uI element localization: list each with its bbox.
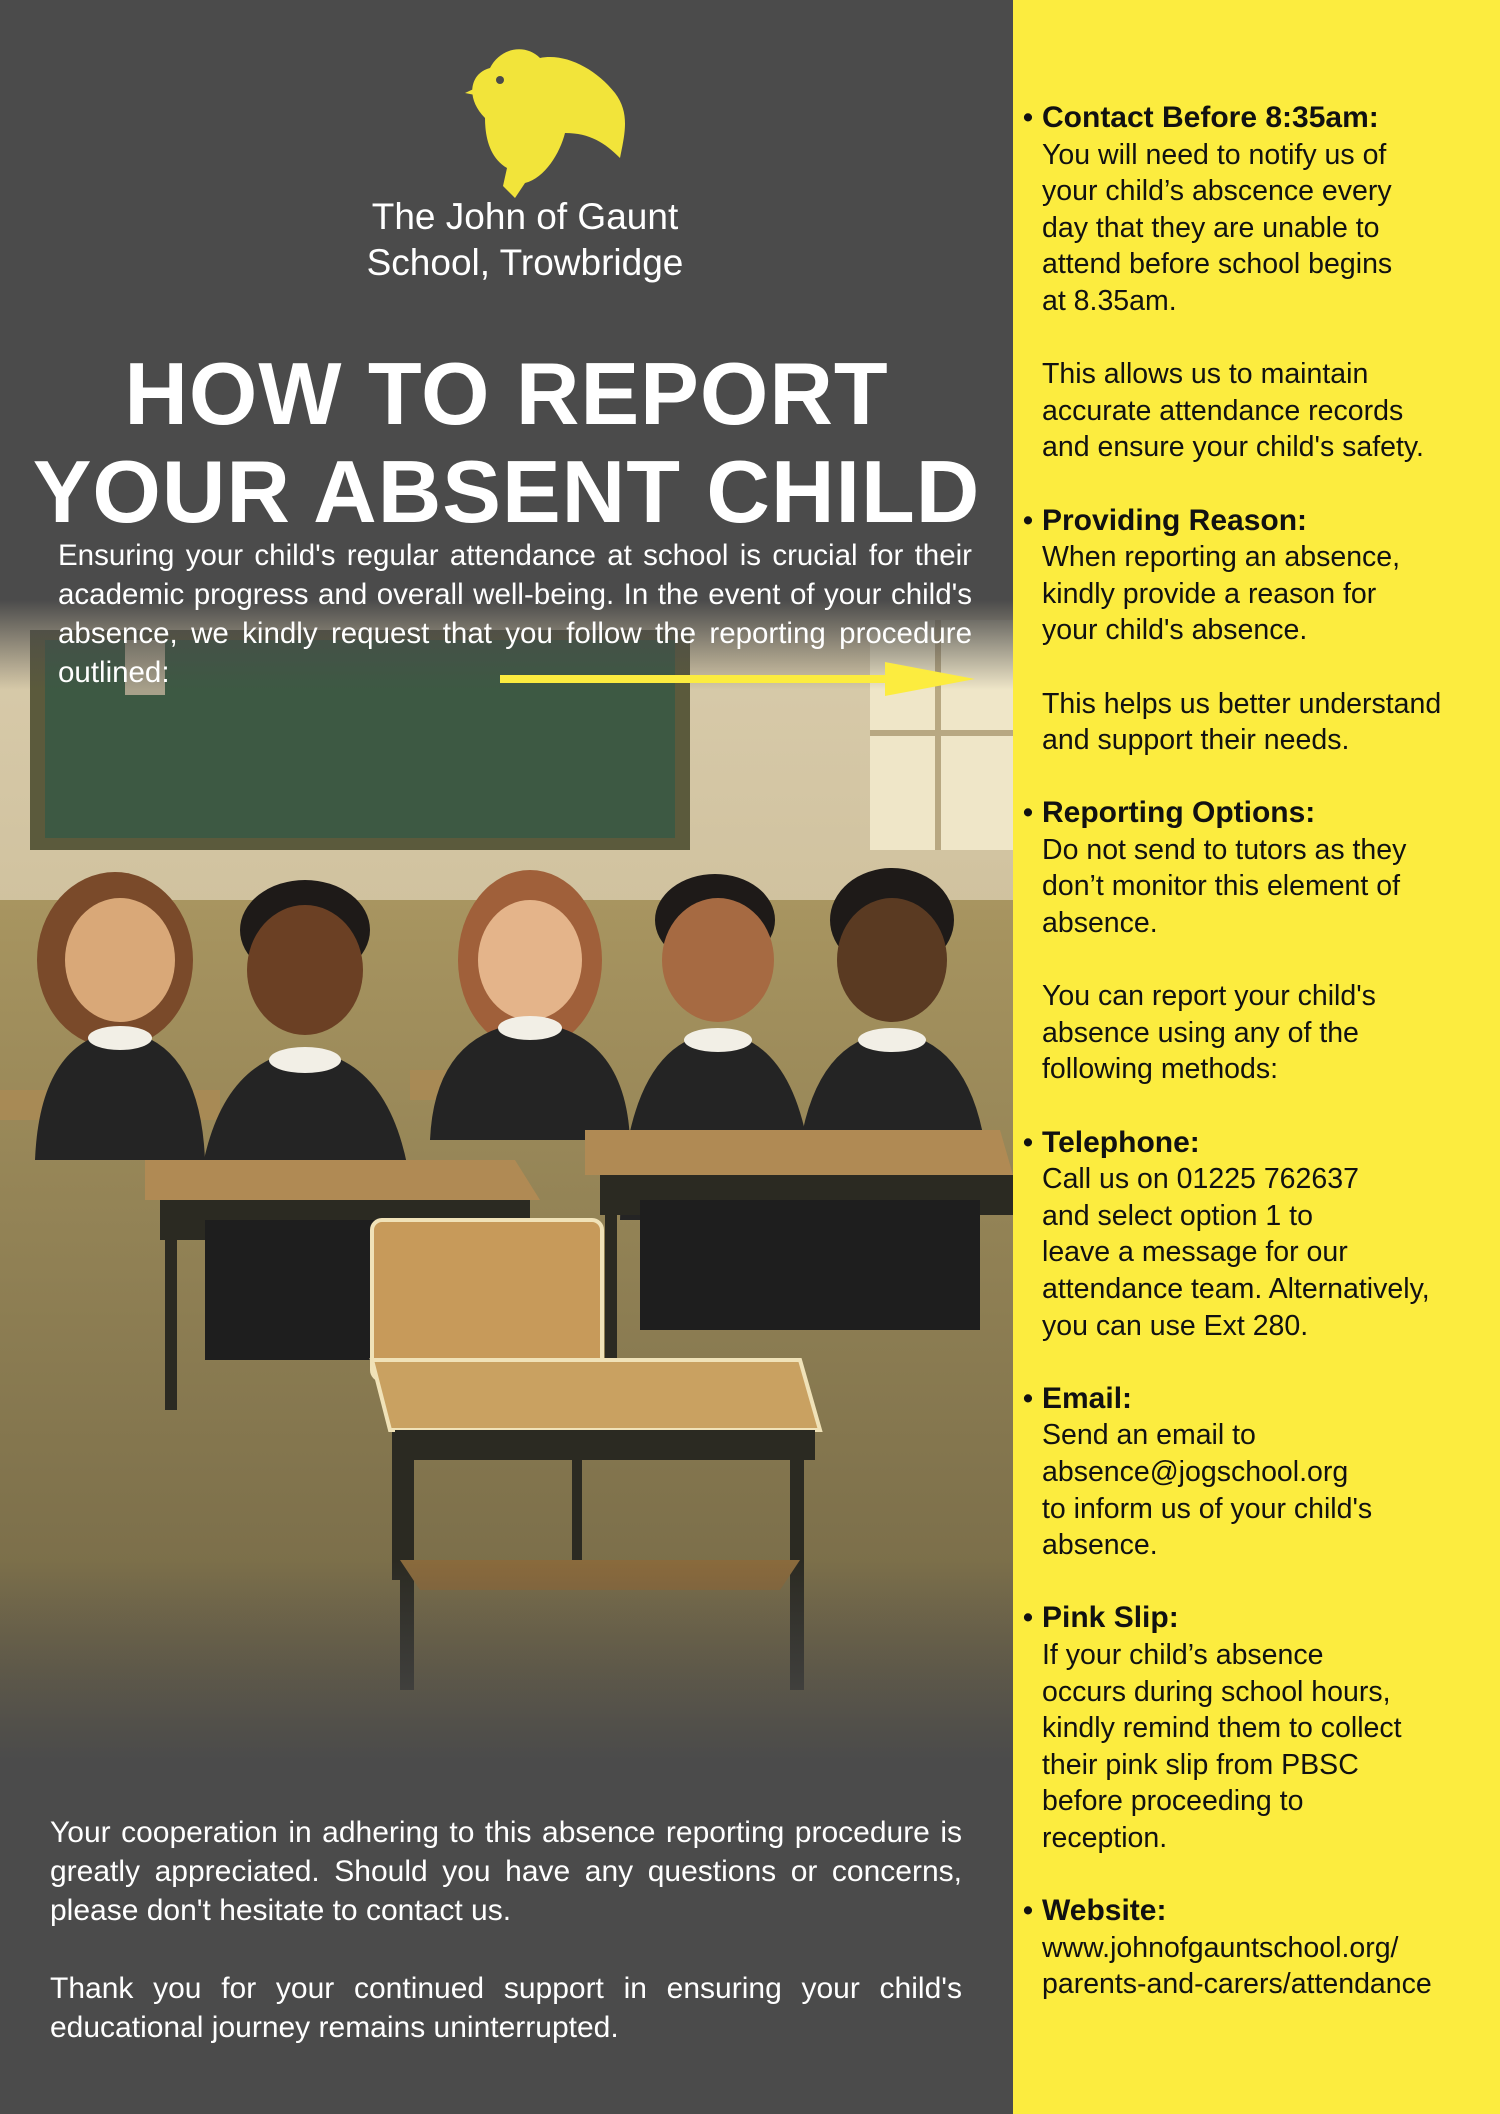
item-text-reason: When reporting an absence, kindly provide a reason for your child's absence. This helps us better understand and support their needs. <box>1042 541 1442 757</box>
list-item <box>1023 1893 1493 2003</box>
item-text-options: Do not send to tutors as they don’t monitor this element of absence. You can report your child's absence using any of the following methods: <box>1042 833 1407 1086</box>
eagle-logo-icon <box>445 38 635 198</box>
closing-paragraph-2: Thank you for your continued support in ensuring your child's educational journey remains uninterrupted. <box>50 1972 962 2044</box>
item-title-contact: Contact Before 8:35am: <box>1042 101 1379 134</box>
closing-text <box>50 1813 962 2086</box>
item-title-email: Email: <box>1042 1381 1133 1415</box>
page-title: HOW TO REPORT YOUR ABSENT CHILD <box>32 344 981 541</box>
website-link[interactable]: www.johnofgauntschool.org/ parents-and-carers/attendance <box>1042 1931 1432 2001</box>
bullet: • <box>1023 504 1033 537</box>
item-title-options: Reporting Options: <box>1042 796 1316 830</box>
bullet: • <box>1023 1382 1033 1415</box>
list-item <box>1023 1600 1493 1856</box>
item-title-pink-slip: Pink Slip: <box>1042 1601 1179 1635</box>
bullet: • <box>1023 102 1033 134</box>
arrow-right-icon <box>500 662 975 696</box>
bullet: • <box>1023 1126 1033 1159</box>
intro-text: Ensuring your child's regular attendance at school is crucial for their academic progress and overall well-being. In the event of your child's absence, we kindly request that you follow the reporting procedure outlined: <box>58 539 972 689</box>
procedure-list <box>1023 100 1493 2039</box>
list-item <box>1023 503 1493 759</box>
list-item <box>1023 1381 1493 1564</box>
school-name: The John of Gaunt School, Trowbridge <box>366 196 684 283</box>
list-item <box>1023 100 1493 466</box>
item-title-reason: Providing Reason: <box>1042 503 1308 537</box>
bullet: • <box>1023 1895 1033 1928</box>
bullet: • <box>1023 797 1033 830</box>
item-text-pink-slip: If your child’s absence occurs during school hours, kindly remind them to collect their pink slip from PBSC before proceeding to reception. <box>1042 1638 1402 1854</box>
item-text-contact: You will need to notify us of your child’s abscence every day that they are unable to attend before school begins at 8.35am. This allows us to maintain accurate attendance records and ensure your child's safety. <box>1042 138 1424 464</box>
list-item <box>1023 795 1493 1088</box>
closing-paragraph-1: Your cooperation in adhering to this absence reporting procedure is greatly appreciated. Should you have any questions or concerns, please don't hesitate to contact us. <box>50 1816 962 1927</box>
item-text-email: Send an email to absence@jogschool.org to inform us of your child's absence. <box>1042 1419 1373 1562</box>
list-item <box>1023 1125 1493 1345</box>
item-title-telephone: Telephone: <box>1042 1125 1200 1159</box>
item-title-website: Website: <box>1042 1894 1167 1928</box>
bullet: • <box>1023 1602 1033 1635</box>
item-text-telephone: Call us on 01225 762637 and select option 1 to leave a message for our attendance team. Alternatively, you can use Ext 280. <box>1042 1163 1430 1342</box>
classroom-illustration <box>0 600 1013 1760</box>
